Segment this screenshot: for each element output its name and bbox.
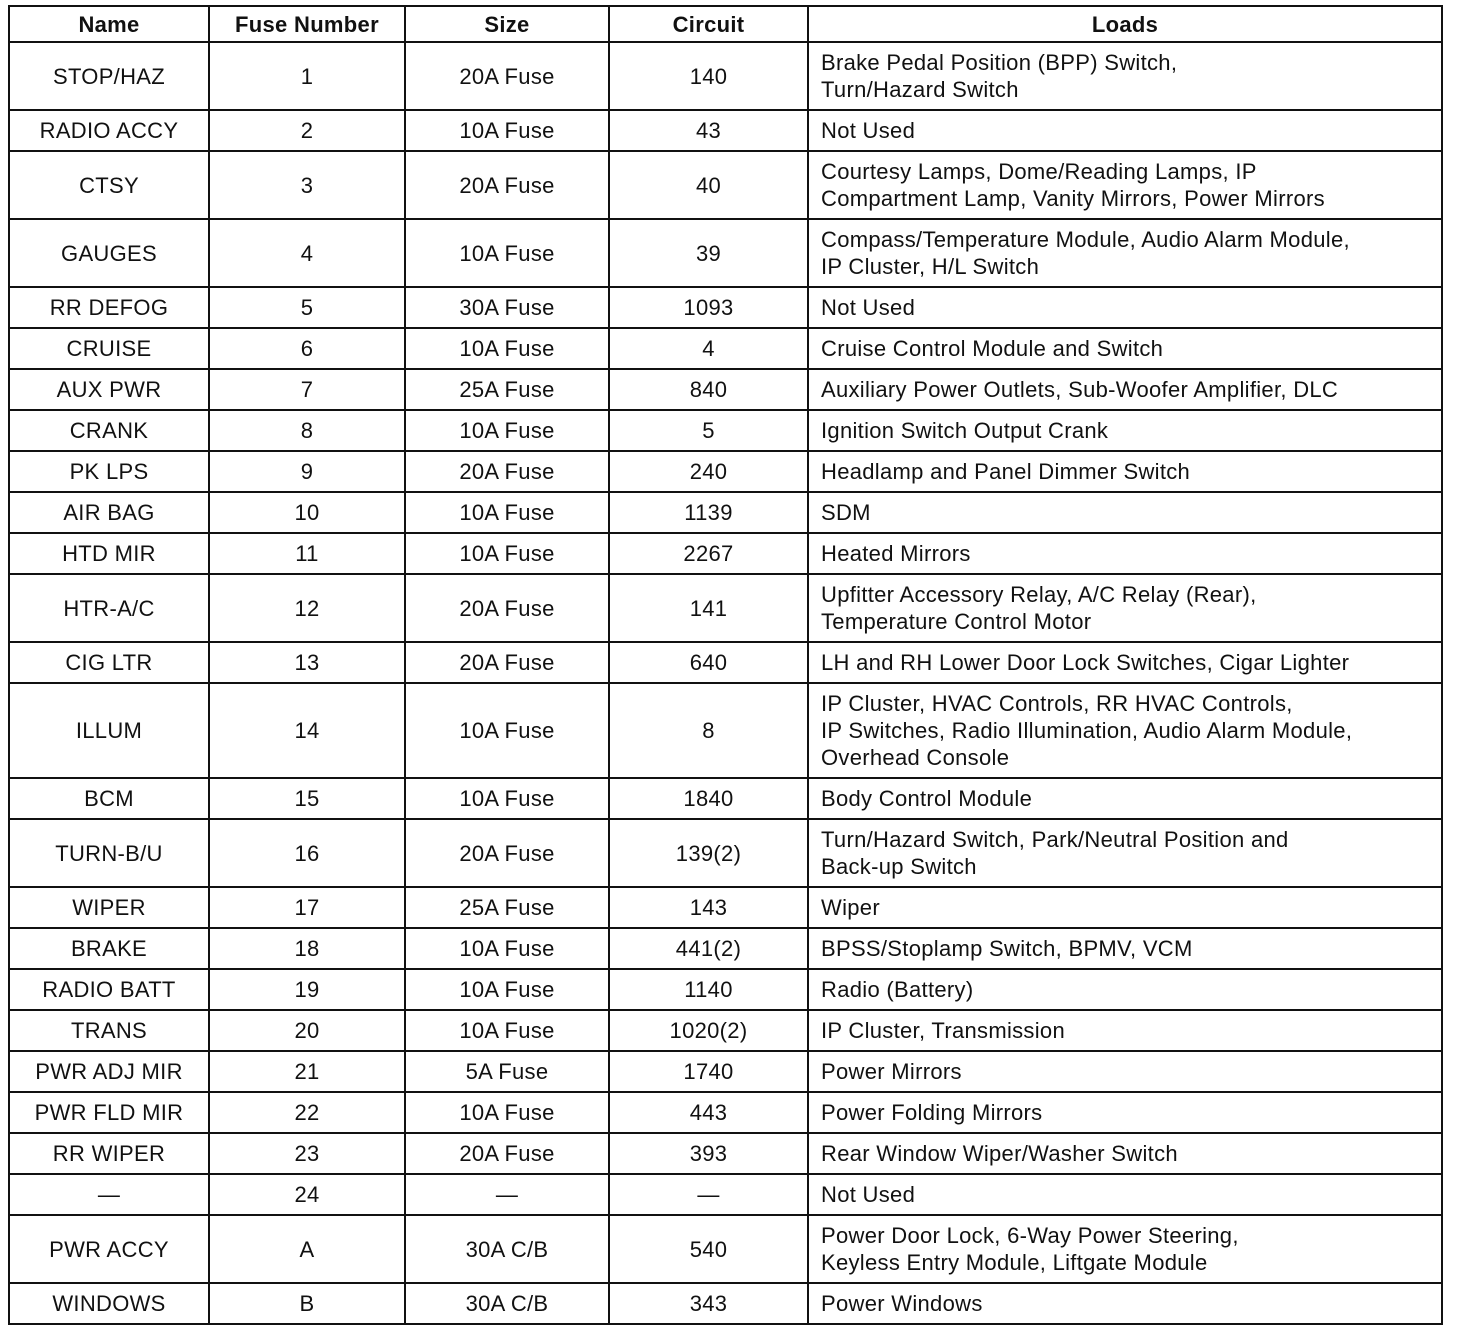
cell-circuit: 1840 <box>609 778 808 819</box>
cell-fuse-number: 15 <box>209 778 405 819</box>
table-row <box>9 369 1442 410</box>
cell-circuit: 2267 <box>609 533 808 574</box>
cell-name: PK LPS <box>9 451 209 492</box>
cell-loads: Ignition Switch Output Crank <box>808 410 1442 451</box>
cell-size: 20A Fuse <box>405 819 609 887</box>
cell-circuit: 40 <box>609 151 808 219</box>
cell-fuse-number: 3 <box>209 151 405 219</box>
cell-name: AUX PWR <box>9 369 209 410</box>
cell-fuse-number: 23 <box>209 1133 405 1174</box>
table-row <box>9 1174 1442 1215</box>
cell-name: HTR-A/C <box>9 574 209 642</box>
cell-circuit: 1139 <box>609 492 808 533</box>
cell-loads: SDM <box>808 492 1442 533</box>
table-row <box>9 42 1442 110</box>
cell-name: RADIO BATT <box>9 969 209 1010</box>
cell-loads: LH and RH Lower Door Lock Switches, Cigar Lighter <box>808 642 1442 683</box>
cell-circuit: 1140 <box>609 969 808 1010</box>
cell-circuit: 143 <box>609 887 808 928</box>
cell-loads: Power Mirrors <box>808 1051 1442 1092</box>
cell-name: RADIO ACCY <box>9 110 209 151</box>
cell-loads: Power Door Lock, 6-Way Power Steering, Keyless Entry Module, Liftgate Module <box>808 1215 1442 1283</box>
cell-name: CRUISE <box>9 328 209 369</box>
cell-size: — <box>405 1174 609 1215</box>
cell-size: 20A Fuse <box>405 451 609 492</box>
cell-name: BRAKE <box>9 928 209 969</box>
cell-name: — <box>9 1174 209 1215</box>
cell-fuse-number: 6 <box>209 328 405 369</box>
cell-fuse-number: 20 <box>209 1010 405 1051</box>
cell-size: 20A Fuse <box>405 642 609 683</box>
table-row <box>9 574 1442 642</box>
cell-fuse-number: 2 <box>209 110 405 151</box>
cell-name: RR DEFOG <box>9 287 209 328</box>
cell-circuit: 141 <box>609 574 808 642</box>
cell-circuit: 393 <box>609 1133 808 1174</box>
table-row <box>9 451 1442 492</box>
cell-size: 25A Fuse <box>405 369 609 410</box>
cell-fuse-number: 1 <box>209 42 405 110</box>
cell-circuit: 840 <box>609 369 808 410</box>
cell-fuse-number: 18 <box>209 928 405 969</box>
cell-fuse-number: 19 <box>209 969 405 1010</box>
table-row <box>9 969 1442 1010</box>
table-row <box>9 1215 1442 1283</box>
cell-circuit: 240 <box>609 451 808 492</box>
cell-size: 10A Fuse <box>405 778 609 819</box>
cell-circuit: 443 <box>609 1092 808 1133</box>
cell-size: 10A Fuse <box>405 219 609 287</box>
cell-loads: Power Windows <box>808 1283 1442 1324</box>
cell-fuse-number: 16 <box>209 819 405 887</box>
cell-size: 10A Fuse <box>405 1010 609 1051</box>
cell-loads: IP Cluster, Transmission <box>808 1010 1442 1051</box>
cell-circuit: 640 <box>609 642 808 683</box>
cell-name: CRANK <box>9 410 209 451</box>
cell-circuit: 540 <box>609 1215 808 1283</box>
cell-size: 20A Fuse <box>405 151 609 219</box>
cell-loads: Power Folding Mirrors <box>808 1092 1442 1133</box>
cell-loads: Body Control Module <box>808 778 1442 819</box>
table-row <box>9 1092 1442 1133</box>
cell-name: WINDOWS <box>9 1283 209 1324</box>
table-body <box>9 42 1442 1324</box>
cell-loads: Not Used <box>808 1174 1442 1215</box>
cell-name: STOP/HAZ <box>9 42 209 110</box>
header-size: Size <box>405 6 609 42</box>
cell-circuit: 5 <box>609 410 808 451</box>
cell-fuse-number: A <box>209 1215 405 1283</box>
cell-size: 30A Fuse <box>405 287 609 328</box>
cell-fuse-number: 22 <box>209 1092 405 1133</box>
table-row <box>9 683 1442 778</box>
cell-circuit: 8 <box>609 683 808 778</box>
table-row <box>9 642 1442 683</box>
cell-loads: Turn/Hazard Switch, Park/Neutral Position and Back-up Switch <box>808 819 1442 887</box>
cell-fuse-number: 5 <box>209 287 405 328</box>
cell-loads: Auxiliary Power Outlets, Sub-Woofer Amplifier, DLC <box>808 369 1442 410</box>
cell-loads: Courtesy Lamps, Dome/Reading Lamps, IP Compartment Lamp, Vanity Mirrors, Power Mirrors <box>808 151 1442 219</box>
cell-size: 10A Fuse <box>405 328 609 369</box>
cell-circuit: — <box>609 1174 808 1215</box>
cell-circuit: 140 <box>609 42 808 110</box>
cell-size: 10A Fuse <box>405 410 609 451</box>
cell-circuit: 1093 <box>609 287 808 328</box>
cell-loads: Radio (Battery) <box>808 969 1442 1010</box>
cell-size: 5A Fuse <box>405 1051 609 1092</box>
cell-size: 10A Fuse <box>405 533 609 574</box>
cell-circuit: 43 <box>609 110 808 151</box>
cell-fuse-number: 8 <box>209 410 405 451</box>
table-row <box>9 219 1442 287</box>
table-row <box>9 1051 1442 1092</box>
cell-name: HTD MIR <box>9 533 209 574</box>
table-row <box>9 1283 1442 1324</box>
table-row <box>9 287 1442 328</box>
cell-name: BCM <box>9 778 209 819</box>
cell-fuse-number: 24 <box>209 1174 405 1215</box>
cell-size: 20A Fuse <box>405 42 609 110</box>
cell-fuse-number: 12 <box>209 574 405 642</box>
cell-circuit: 4 <box>609 328 808 369</box>
table-row <box>9 1133 1442 1174</box>
fuse-table <box>8 5 1443 1325</box>
table-row <box>9 887 1442 928</box>
cell-fuse-number: 13 <box>209 642 405 683</box>
table-row <box>9 928 1442 969</box>
cell-size: 10A Fuse <box>405 492 609 533</box>
cell-size: 10A Fuse <box>405 928 609 969</box>
cell-fuse-number: 21 <box>209 1051 405 1092</box>
cell-fuse-number: 4 <box>209 219 405 287</box>
cell-loads: Rear Window Wiper/Washer Switch <box>808 1133 1442 1174</box>
cell-size: 20A Fuse <box>405 1133 609 1174</box>
cell-circuit: 39 <box>609 219 808 287</box>
table-row <box>9 1010 1442 1051</box>
cell-loads: Not Used <box>808 287 1442 328</box>
cell-loads: Heated Mirrors <box>808 533 1442 574</box>
cell-name: CTSY <box>9 151 209 219</box>
table-row <box>9 492 1442 533</box>
cell-name: PWR ADJ MIR <box>9 1051 209 1092</box>
cell-size: 10A Fuse <box>405 683 609 778</box>
cell-name: WIPER <box>9 887 209 928</box>
cell-fuse-number: 14 <box>209 683 405 778</box>
cell-loads: BPSS/Stoplamp Switch, BPMV, VCM <box>808 928 1442 969</box>
cell-loads: Wiper <box>808 887 1442 928</box>
table-row <box>9 819 1442 887</box>
table-row <box>9 151 1442 219</box>
cell-fuse-number: 9 <box>209 451 405 492</box>
cell-name: CIG LTR <box>9 642 209 683</box>
table-row <box>9 410 1442 451</box>
header-loads: Loads <box>808 6 1442 42</box>
cell-name: RR WIPER <box>9 1133 209 1174</box>
cell-size: 25A Fuse <box>405 887 609 928</box>
cell-name: ILLUM <box>9 683 209 778</box>
cell-fuse-number: 7 <box>209 369 405 410</box>
cell-loads: Not Used <box>808 110 1442 151</box>
cell-fuse-number: B <box>209 1283 405 1324</box>
cell-size: 30A C/B <box>405 1283 609 1324</box>
cell-size: 20A Fuse <box>405 574 609 642</box>
cell-loads: Compass/Temperature Module, Audio Alarm Module, IP Cluster, H/L Switch <box>808 219 1442 287</box>
cell-fuse-number: 10 <box>209 492 405 533</box>
cell-size: 30A C/B <box>405 1215 609 1283</box>
cell-loads: Upfitter Accessory Relay, A/C Relay (Rear), Temperature Control Motor <box>808 574 1442 642</box>
cell-fuse-number: 11 <box>209 533 405 574</box>
table-row <box>9 328 1442 369</box>
cell-loads: Cruise Control Module and Switch <box>808 328 1442 369</box>
cell-name: TURN-B/U <box>9 819 209 887</box>
cell-loads: Headlamp and Panel Dimmer Switch <box>808 451 1442 492</box>
cell-circuit: 343 <box>609 1283 808 1324</box>
cell-size: 10A Fuse <box>405 969 609 1010</box>
cell-fuse-number: 17 <box>209 887 405 928</box>
header-circuit: Circuit <box>609 6 808 42</box>
cell-name: GAUGES <box>9 219 209 287</box>
cell-size: 10A Fuse <box>405 110 609 151</box>
table-row <box>9 778 1442 819</box>
cell-loads: IP Cluster, HVAC Controls, RR HVAC Controls, IP Switches, Radio Illumination, Audio Alarm Module, Overhead Console <box>808 683 1442 778</box>
cell-name: AIR BAG <box>9 492 209 533</box>
header-fuse-number: Fuse Number <box>209 6 405 42</box>
cell-circuit: 1020(2) <box>609 1010 808 1051</box>
cell-name: TRANS <box>9 1010 209 1051</box>
cell-circuit: 139(2) <box>609 819 808 887</box>
cell-name: PWR ACCY <box>9 1215 209 1283</box>
table-header <box>9 6 1442 42</box>
cell-loads: Brake Pedal Position (BPP) Switch, Turn/Hazard Switch <box>808 42 1442 110</box>
cell-name: PWR FLD MIR <box>9 1092 209 1133</box>
header-name: Name <box>9 6 209 42</box>
table-row <box>9 110 1442 151</box>
cell-size: 10A Fuse <box>405 1092 609 1133</box>
cell-circuit: 1740 <box>609 1051 808 1092</box>
header-row <box>9 6 1442 42</box>
cell-circuit: 441(2) <box>609 928 808 969</box>
table-row <box>9 533 1442 574</box>
